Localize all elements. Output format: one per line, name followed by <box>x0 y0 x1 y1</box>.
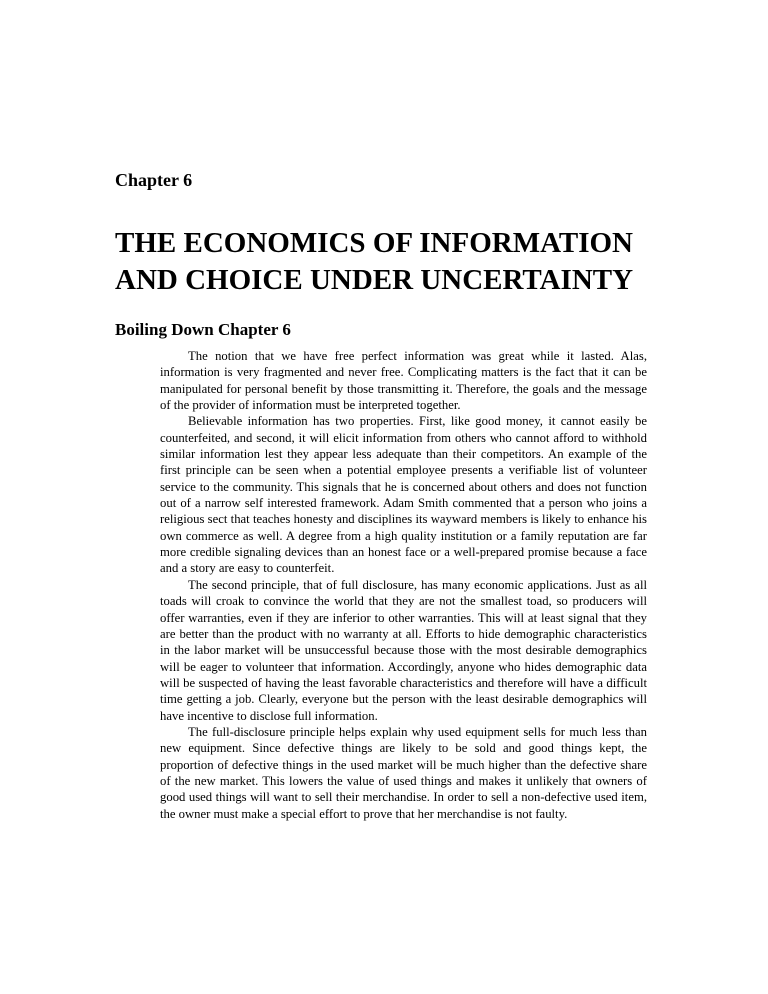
chapter-title <box>115 225 675 299</box>
chapter-title-line-1: THE ECONOMICS OF INFORMATION <box>115 227 633 259</box>
paragraph: The notion that we have free perfect information was great while it lasted. Alas, information is very fragmented and never free. Complicating matters is the fact that it can be manipulated for personal benefit by those transmitting it. Therefore, the goals and the message of the provider of information must be interpreted together. <box>160 349 647 413</box>
paragraph: Believable information has two properties. First, like good money, it cannot easily be counterfeited, and second, it will elicit information from others who cannot afford to withhold similar information lest they appear less adequate than their competitors. An example of the first principle can be seen when a potential employee presents a verifiable list of volunteer service to the community. This signals that he is concerned about others and does not function out of a narrow self interested framework. Adam Smith commented that a person who joins a religious sect that teaches honesty and disciplines its wayward members is likely to enhance his own commerce as well. A degree from a high quality institution or a family reputation are far more credible signaling devices than an honest face or a well-prepared promise because a face and a story are easy to counterfeit. <box>160 414 647 576</box>
paragraph: The full-disclosure principle helps explain why used equipment sells for much less than new equipment. Since defective things are likely to be sold and good things kept, the proportion of defective things in the used market will be much higher than the defective share of the new market. This lowers the value of used things and makes it unlikely that owners of good used things will want to sell their merchandise. In order to sell a non-defective used item, the owner must make a special effort to prove that her merchandise is not faulty. <box>160 724 647 821</box>
section-heading: Boiling Down Chapter 6 <box>115 320 291 339</box>
paragraph: The second principle, that of full disclosure, has many economic applications. Just as all toads will croak to convince the world that they are not the smallest toad, so producers will offer warranties, even if they are inferior to other warranties. This will at least signal that they are better than the product with no warranty at all. Efforts to hide demographic characteristics in the labor market will be unsuccessful because those with the most desirable demographics will be eager to volunteer that information. Accordingly, anyone who hides demographic data will be suspected of having the least favorable characteristics and therefore will have a difficult time getting a job. Clearly, everyone but the person with the least desirable demographics will have incentive to disclose full information. <box>160 577 647 723</box>
chapter-title-line-2: AND CHOICE UNDER UNCERTAINTY <box>115 264 634 296</box>
section-body <box>160 348 647 822</box>
chapter-label: Chapter 6 <box>115 170 193 190</box>
